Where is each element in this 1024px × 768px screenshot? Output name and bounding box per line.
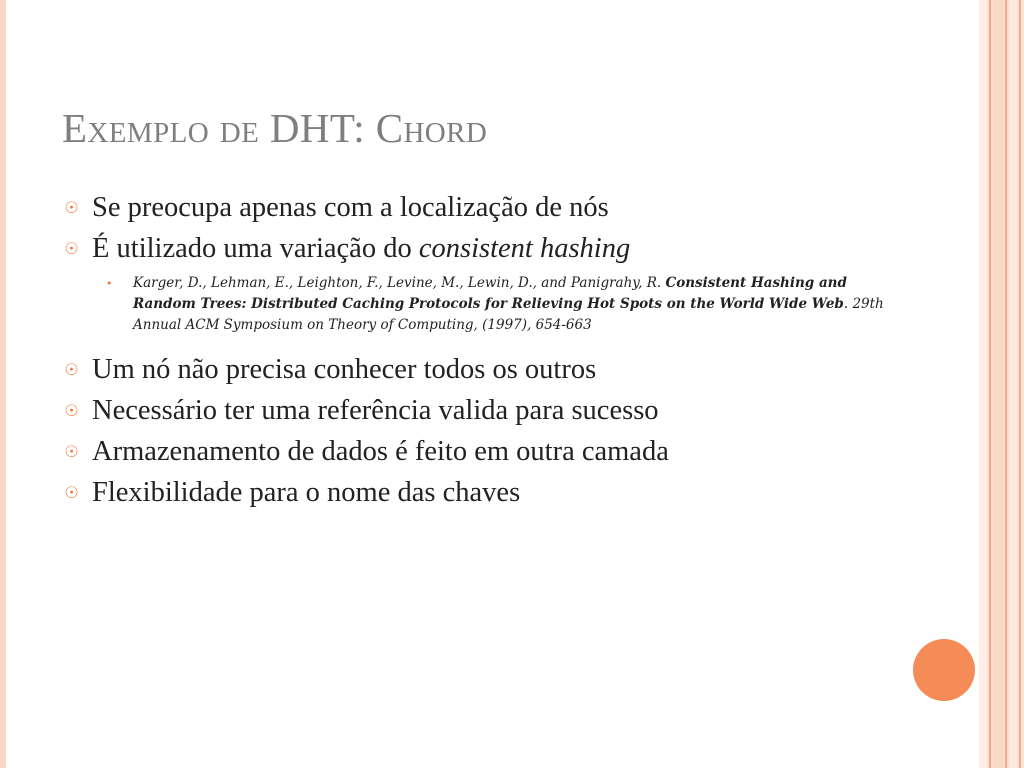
bullet-item [64, 228, 894, 269]
bullet-item [64, 187, 894, 228]
bullet-text: Armazenamento de dados é feito em outra camada [92, 436, 669, 467]
reference-venue: . 29th Annual ACM Symposium on Theory of Computing, (1997), 654-663 [133, 296, 884, 333]
bullet-item [64, 390, 894, 431]
bullet-text: Um nó não precisa conhecer todos os outros [92, 354, 597, 385]
bullet-item [64, 472, 894, 513]
bullet-text: É utilizado uma variação do [92, 233, 419, 264]
circle-dot-icon: ☉ [64, 239, 79, 258]
bullet-text: Se preocupa apenas com a localização de nós [92, 192, 609, 223]
bullet-text: Necessário ter uma referência valida para sucesso [92, 395, 659, 426]
right-frame-stripes [979, 0, 1024, 768]
reference-citation [106, 273, 894, 336]
left-frame-bar [0, 0, 6, 768]
bullet-list [64, 187, 894, 513]
small-dot-icon: • [106, 277, 113, 290]
reference-paper-title: Consistent Hashing and Random Trees: Distributed Caching Protocols for Relieving Hot Spots on the World Wide Web [133, 275, 847, 312]
bullet-item [64, 431, 894, 472]
decorative-orange-circle [914, 640, 974, 700]
circle-dot-icon: ☉ [64, 483, 79, 502]
circle-dot-icon: ☉ [64, 360, 79, 379]
circle-dot-icon: ☉ [64, 401, 79, 420]
bullet-emphasis: consistent hashing [418, 233, 631, 264]
circle-dot-icon: ☉ [64, 442, 79, 461]
circle-dot-icon: ☉ [64, 198, 79, 217]
bullet-item [64, 349, 894, 390]
slide-title: Exemplo de DHT: Chord [62, 105, 488, 151]
bullet-text: Flexibilidade para o nome das chaves [92, 477, 521, 508]
reference-authors: Karger, D., Lehman, E., Leighton, F., Levine, M., Lewin, D., and Panigrahy, R. [133, 275, 666, 291]
